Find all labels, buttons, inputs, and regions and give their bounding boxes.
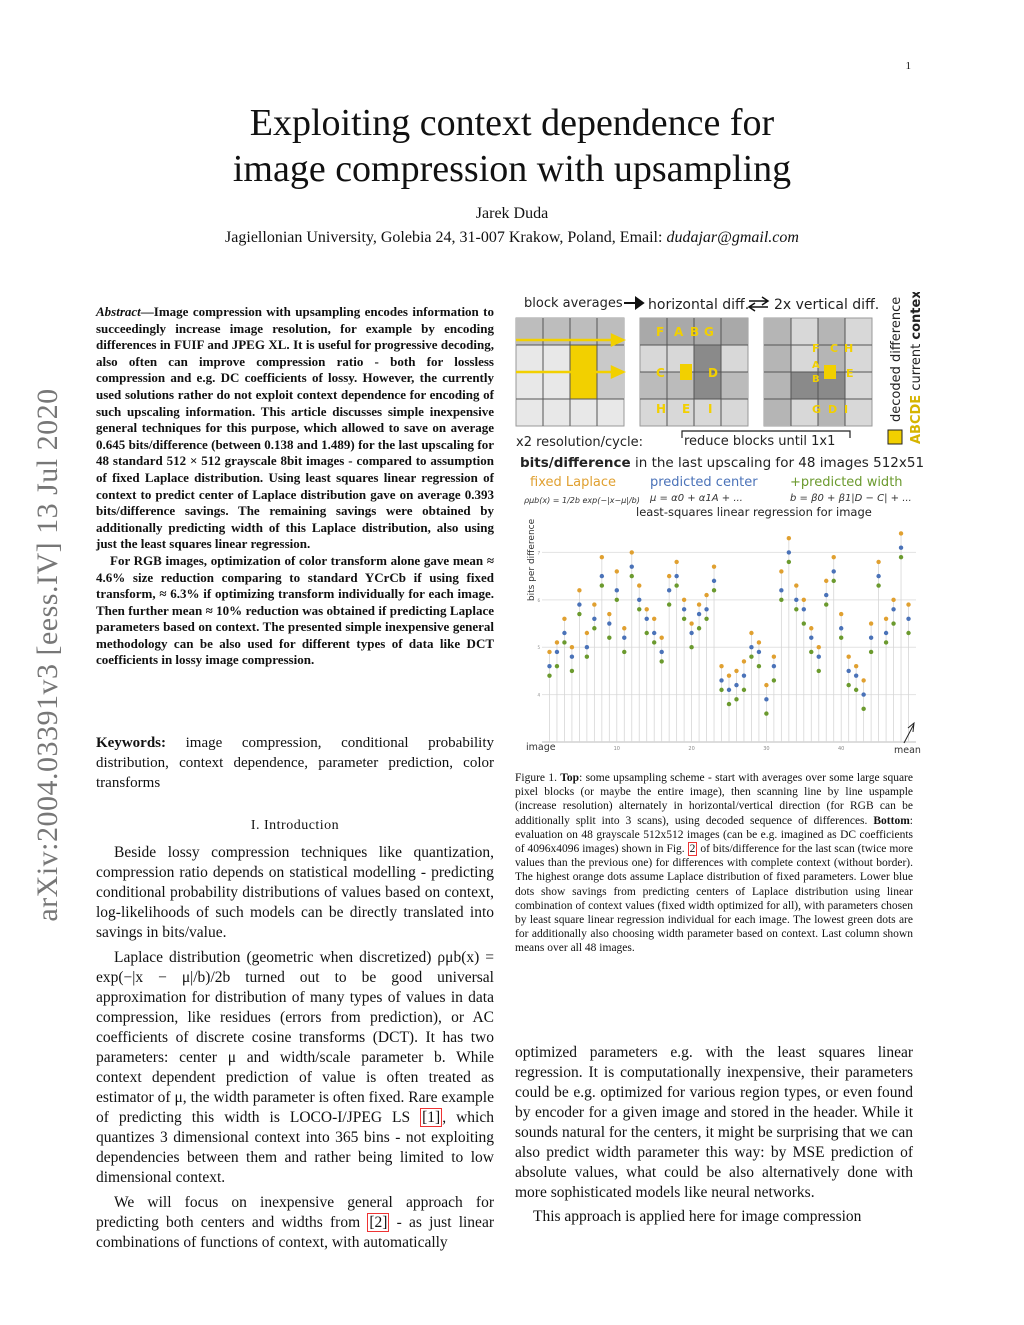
data-point <box>689 621 693 625</box>
caption-lead: Figure 1. <box>515 772 561 784</box>
scatter-chart <box>537 531 916 752</box>
data-point <box>884 617 888 621</box>
data-point <box>772 678 776 682</box>
section-heading: I. Introduction <box>250 818 340 833</box>
data-point <box>622 626 626 630</box>
data-point <box>622 636 626 640</box>
grid-vertical <box>764 318 872 426</box>
data-point <box>555 650 559 654</box>
data-point <box>891 607 895 611</box>
data-point <box>854 673 858 677</box>
data-point <box>585 631 589 635</box>
data-point <box>794 607 798 611</box>
data-point <box>622 650 626 654</box>
data-point <box>764 697 768 701</box>
data-point <box>906 617 910 621</box>
data-point <box>824 593 828 597</box>
keywords <box>96 733 494 793</box>
data-point <box>682 617 686 621</box>
formula-center: μ = α0 + α1A + ... <box>650 493 743 504</box>
data-point <box>802 621 806 625</box>
y-tick-label: 6 <box>537 597 540 603</box>
data-point <box>585 654 589 658</box>
y-tick-label: 4 <box>537 692 540 698</box>
svg-text:H: H <box>656 402 667 416</box>
data-point <box>630 550 634 554</box>
data-point <box>832 569 836 573</box>
data-point <box>876 574 880 578</box>
svg-text:I: I <box>708 402 713 416</box>
abstract-p1: —Image compression with upsampling encodes information to succeedingly increase image resolution, for example by encoding differences in FUIF and JPEG XL. It is useful for progressive decoding, also often can improve compression ratio - both for lossless compression and e.g. DC coefficients of lossy. However, the currently used solutions rather do not exploit context dependence for encoding of such upscaling information. This article discusses simple inexpensive general techniques for this purpose, which allowed to save on average 0.645 bits/difference (between 0.138 and 1.489) for the last upscaling for 48 standard 512 × 512 grayscale 8bit images - compared to assumption of fixed Laplace distribution. Using least squares linear regression of context to predict center of Laplace distribution gave on average 0.393 bits/difference savings. The remaining savings were obtained by additionally predicting width of this Laplace distribution, also using just the least squares linear regression. <box>96 304 494 552</box>
page-number: 1 <box>905 60 911 72</box>
data-point <box>757 650 761 654</box>
data-point <box>637 607 641 611</box>
arrow-icon <box>624 298 643 308</box>
data-point <box>794 598 798 602</box>
data-point <box>704 617 708 621</box>
svg-text:F: F <box>656 325 665 339</box>
label-current-context: ABCDE current context <box>909 292 924 444</box>
data-point <box>742 673 746 677</box>
formula-fixed: ρμb(x) = 1/2b exp(−|x−μ|/b) <box>524 496 640 505</box>
svg-text:A: A <box>674 325 684 339</box>
data-point <box>794 583 798 587</box>
data-point <box>734 669 738 673</box>
grid-horizontal <box>640 318 748 426</box>
abstract-label: Abstract <box>96 304 141 319</box>
data-point <box>577 602 581 606</box>
data-point <box>779 588 783 592</box>
affiliation-text: Jagiellonian University, Golebia 24, 31-007 Krakow, Poland, Email: <box>225 229 667 246</box>
title-line-2: image compression with upsampling <box>232 148 792 190</box>
data-point <box>749 654 753 658</box>
data-point <box>749 645 753 649</box>
data-point <box>891 598 895 602</box>
data-point <box>547 650 551 654</box>
label-decoded-difference: decoded difference <box>889 296 904 422</box>
data-point <box>891 621 895 625</box>
figure-caption <box>515 771 913 956</box>
formula-width: b = β0 + β1|D − C| + ... <box>790 493 912 504</box>
data-point <box>899 545 903 549</box>
data-point <box>600 583 604 587</box>
figure-1 <box>512 292 924 760</box>
data-point <box>727 688 731 692</box>
figure-svg <box>512 292 924 760</box>
data-point <box>607 612 611 616</box>
data-point <box>727 673 731 677</box>
caption-text-2: : evaluation on 48 grayscale 512x512 images (can be e.g. imagined as DC coefficients of 4096x4096 images) shown in Fig. <box>515 814 913 856</box>
y-axis-label: bits per difference <box>527 518 537 602</box>
data-point <box>667 574 671 578</box>
data-point <box>637 598 641 602</box>
y-tick-label: 7 <box>537 550 540 556</box>
data-point <box>787 560 791 564</box>
intro-p3-text: We will focus on inexpensive general approach for predicting both centers and widths from <box>96 1194 494 1231</box>
caption-text-1: : some upsampling scheme - start with averages over some large square pixel blocks (or maybe the entire image), then scanning line by line uspample (increase resolution) alternately in horizontal/vertical direction (for RGB can be additionally split into 3 scans), using decoded sequence of differences. <box>515 772 913 827</box>
data-point <box>592 617 596 621</box>
x-tick-label: 10 <box>613 746 620 752</box>
intro-body <box>96 843 494 1258</box>
data-point <box>861 678 865 682</box>
data-point <box>697 602 701 606</box>
data-point <box>674 560 678 564</box>
data-point <box>712 588 716 592</box>
data-point <box>682 607 686 611</box>
data-point <box>600 555 604 559</box>
y-tick-label: 5 <box>537 645 540 651</box>
data-point <box>719 678 723 682</box>
data-point <box>547 673 551 677</box>
data-point <box>689 631 693 635</box>
data-point <box>577 612 581 616</box>
data-point <box>719 688 723 692</box>
data-point <box>674 583 678 587</box>
data-point <box>832 579 836 583</box>
data-point <box>884 640 888 644</box>
title-line-1: Exploiting context dependence for <box>249 102 775 144</box>
data-point <box>592 602 596 606</box>
data-point <box>630 574 634 578</box>
intro-p2 <box>96 948 494 1188</box>
data-point <box>562 640 566 644</box>
svg-text:G: G <box>812 403 822 416</box>
data-point <box>659 636 663 640</box>
caption-text-3: of bits/difference for the last scan (twice more values than the previous one) for differences with complete context (without border). The highest orange dots assume Laplace distribution of fixed parameters. Lower blue dots show savings from predicting centers of Laplace distribution using linear combination of context values (fixed width optimized for all), with parameters chosen by least square linear regression individual for each image. The lowest green dots are for additionally also choosing width parameter based on context. Last column shown means over all 48 images. <box>515 843 913 955</box>
data-point <box>854 664 858 668</box>
data-point <box>861 692 865 696</box>
data-point <box>839 612 843 616</box>
data-point <box>854 688 858 692</box>
data-point <box>704 607 708 611</box>
data-point <box>906 602 910 606</box>
data-point <box>547 664 551 668</box>
data-point <box>884 631 888 635</box>
data-point <box>802 607 806 611</box>
data-point <box>562 617 566 621</box>
data-point <box>600 574 604 578</box>
arxiv-id[interactable]: arXiv:2004.03391v3 [eess.IV] 13 Jul 2020 <box>31 388 64 922</box>
affiliation <box>0 229 1024 247</box>
data-point <box>615 588 619 592</box>
data-point <box>869 621 873 625</box>
data-point <box>779 598 783 602</box>
swap-arrows-icon <box>749 297 768 311</box>
svg-text:E: E <box>682 402 691 416</box>
data-point <box>637 583 641 587</box>
data-point <box>645 607 649 611</box>
data-point <box>869 650 873 654</box>
label-reduce: reduce blocks until 1x1 <box>684 434 836 449</box>
data-point <box>734 683 738 687</box>
data-point <box>555 640 559 644</box>
svg-text:B: B <box>812 374 820 385</box>
data-point <box>645 631 649 635</box>
right-p2: This approach is applied here for image compression <box>533 1208 862 1225</box>
data-point <box>876 583 880 587</box>
data-point <box>652 631 656 635</box>
citation-link[interactable]: [1] <box>422 1109 441 1126</box>
grid-block-averages <box>516 318 624 426</box>
data-point <box>697 626 701 630</box>
data-point <box>906 631 910 635</box>
data-point <box>734 697 738 701</box>
data-point <box>742 659 746 663</box>
svg-text:G: G <box>704 325 714 339</box>
mean-label: mean <box>894 745 921 756</box>
data-point <box>645 617 649 621</box>
citation-link[interactable]: [2] <box>369 1214 388 1231</box>
legend-fixed-laplace: fixed Laplace <box>530 475 617 490</box>
data-point <box>839 636 843 640</box>
data-point <box>555 664 559 668</box>
data-point <box>861 707 865 711</box>
data-point <box>779 569 783 573</box>
caption-bottom-label: Bottom <box>873 814 910 827</box>
email-link[interactable]: dudajar@gmail.com <box>666 229 799 246</box>
data-point <box>607 621 611 625</box>
data-point <box>570 669 574 673</box>
svg-text:E: E <box>846 367 854 380</box>
label-block-averages: block averages <box>524 296 623 311</box>
data-point <box>630 564 634 568</box>
svg-text:D: D <box>708 366 718 380</box>
mean-arrow-icon <box>904 723 914 743</box>
data-point <box>652 640 656 644</box>
data-point <box>712 564 716 568</box>
data-point <box>839 626 843 630</box>
data-point <box>615 569 619 573</box>
data-point <box>809 650 813 654</box>
keywords-text: image compression, conditional probability distribution, context dependence, parameter prediction, color transforms <box>96 735 494 791</box>
data-point <box>659 650 663 654</box>
svg-text:F: F <box>812 342 820 355</box>
data-point <box>802 598 806 602</box>
data-point <box>742 688 746 692</box>
svg-text:B: B <box>690 325 700 339</box>
label-resolution: x2 resolution/cycle: <box>516 435 643 450</box>
intro-p2-tail: , which quantizes 3 dimensional context into 365 bins - not exploiting dependencies between them and rather being limited to low dimensional context. <box>96 1109 494 1186</box>
data-point <box>727 702 731 706</box>
intro-p1: Beside lossy compression techniques like quantization, compression ratio depends on statistical modelling - predicting conditional probability distributions of values based on context, log-likelihoods of such models can be directly translated into savings in bits/value. <box>96 844 494 941</box>
data-point <box>749 631 753 635</box>
data-point <box>846 669 850 673</box>
paper-title <box>0 100 1024 192</box>
intro-p3 <box>96 1193 494 1253</box>
abstract-p2: For RGB images, optimization of color transform alone gave mean ≈ 4.6% size reduction comparing to standard YCrCb if using fixed transform, ≈ 6.3% if optimizing transform individually for each image. Then further mean ≈ 10% reduction was obtained if predicting Laplace parameters based on context. The presented simple inexpensive general methodology can be also used for different types of data like DCT coefficients in lossy image compression. <box>96 552 494 668</box>
svg-text:D: D <box>828 403 838 416</box>
data-point <box>824 602 828 606</box>
legend-predicted-width: +predicted width <box>790 475 903 490</box>
legend-predicted-center: predicted center <box>650 475 758 490</box>
svg-text:A: A <box>812 360 820 371</box>
data-point <box>772 654 776 658</box>
data-point <box>846 683 850 687</box>
label-horizontal: horizontal diff. <box>648 297 750 313</box>
data-point <box>585 645 589 649</box>
data-point <box>764 711 768 715</box>
data-point <box>787 550 791 554</box>
figure-ref-link[interactable]: 2 <box>689 843 696 856</box>
data-point <box>787 536 791 540</box>
x-tick-label: 40 <box>838 746 845 752</box>
x-tick-label: 30 <box>763 746 770 752</box>
keywords-label: Keywords: <box>96 735 166 751</box>
data-point <box>570 645 574 649</box>
data-point <box>704 593 708 597</box>
data-point <box>809 636 813 640</box>
data-point <box>757 664 761 668</box>
right-p1: optimized parameters e.g. with the least squares linear regression. It is computationally inexpensive, their parameters could be e.g. optimized for various region types, or even found by encoder for a given image and stored in the header. While it sounds natural for the centers, it might be surprising that we can also predict width parameter this way: by MSE prediction of absolute values, what could be also alternatively done with more sophisticated models like neural networks. <box>515 1044 913 1201</box>
svg-text:I: I <box>844 403 849 416</box>
svg-text:H: H <box>844 342 854 355</box>
decoded-marker-icon <box>888 430 902 444</box>
caption-top-label: Top <box>560 772 580 784</box>
data-point <box>846 654 850 658</box>
data-point <box>832 555 836 559</box>
intro-p3-tail: - as just linear combinations of functions of context, with automatically <box>96 1214 494 1251</box>
data-point <box>899 531 903 535</box>
least-squares-note: least-squares linear regression for image <box>636 505 872 519</box>
data-point <box>577 588 581 592</box>
data-point <box>592 626 596 630</box>
abstract <box>96 304 494 669</box>
data-point <box>615 598 619 602</box>
intro-p2-text: Laplace distribution (geometric when discretized) ρμb(x) = exp(−|x − μ|/b)/2b turned out to be good universal approximation for distribution of many types of values in data compression, like residues (errors from prediction), or AC coefficients of discrete cosine transforms (DCT). It has two parameters: center μ and width/scale parameter b. While context dependent prediction of value is often treated as estimator of μ, the width parameter is often fixed. Rare example of predicting this width is LOCO-I/JPEG LS <box>96 949 494 1126</box>
data-point <box>570 654 574 658</box>
data-point <box>667 602 671 606</box>
data-point <box>607 636 611 640</box>
right-column-body <box>515 1043 913 1231</box>
data-point <box>659 659 663 663</box>
data-point <box>824 579 828 583</box>
data-point <box>667 588 671 592</box>
data-point <box>562 631 566 635</box>
svg-text:C: C <box>656 366 665 380</box>
arxiv-sidebar <box>18 355 78 955</box>
data-point <box>689 645 693 649</box>
data-point <box>682 598 686 602</box>
data-point <box>899 555 903 559</box>
data-point <box>652 617 656 621</box>
data-point <box>697 612 701 616</box>
data-point <box>809 626 813 630</box>
data-point <box>772 664 776 668</box>
data-point <box>869 636 873 640</box>
data-point <box>876 560 880 564</box>
data-point <box>764 683 768 687</box>
data-point <box>712 579 716 583</box>
data-point <box>719 664 723 668</box>
data-point <box>817 645 821 649</box>
data-point <box>817 669 821 673</box>
label-vertical: 2x vertical diff. <box>774 297 880 313</box>
data-point <box>757 640 761 644</box>
data-point <box>674 574 678 578</box>
x-axis-label: image <box>526 742 556 753</box>
author: Jarek Duda <box>475 205 549 222</box>
svg-text:C: C <box>830 342 839 355</box>
x-tick-label: 20 <box>688 746 695 752</box>
chart-title: bits/difference in the last upscaling for 48 images 512x512 <box>520 455 924 471</box>
data-point <box>817 654 821 658</box>
